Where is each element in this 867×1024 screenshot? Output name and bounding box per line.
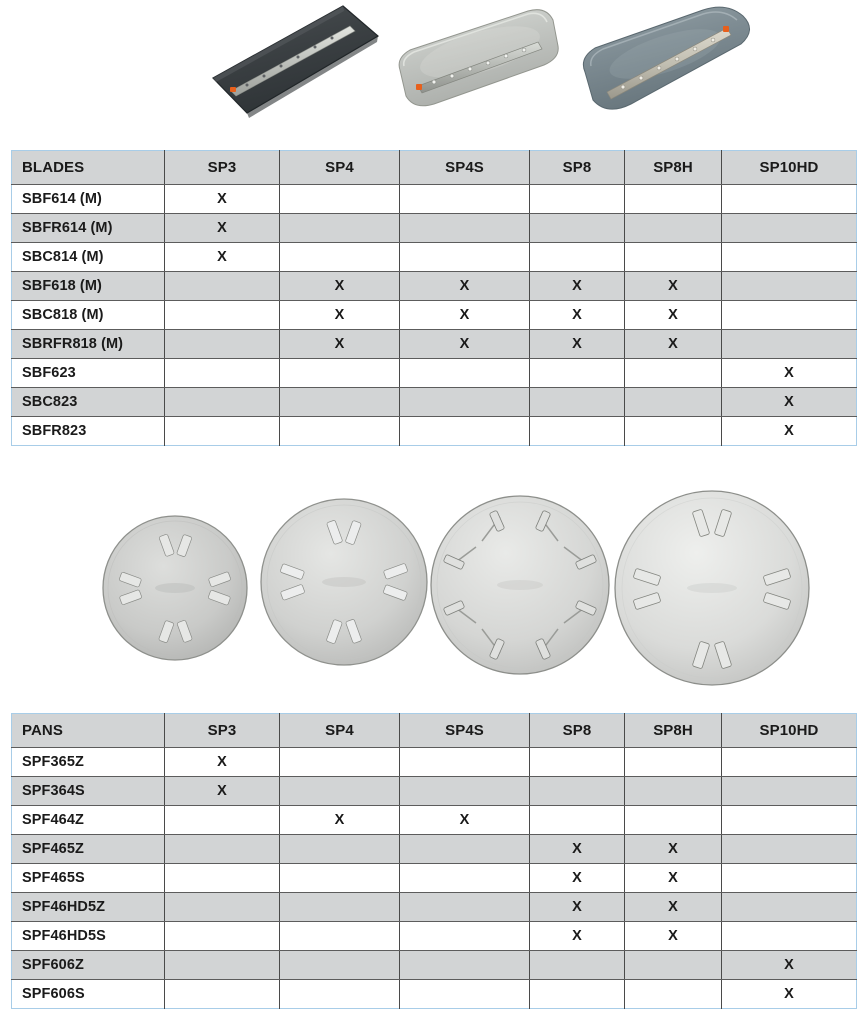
pans-corner-label: PANS — [12, 714, 165, 748]
pan-product-images — [0, 488, 867, 713]
blades-cell — [625, 185, 722, 214]
blades-row-label: SBFR614 (M) — [12, 214, 165, 243]
pans-cell: X — [722, 980, 857, 1009]
pans-cell — [400, 835, 530, 864]
pans-cell — [722, 748, 857, 777]
blades-cell: X — [722, 417, 857, 446]
blades-col-header-sp3: SP3 — [165, 151, 280, 185]
blades-cell — [165, 417, 280, 446]
table-row — [12, 893, 857, 922]
table-row — [12, 951, 857, 980]
blades-cell: X — [722, 388, 857, 417]
pans-row-label: SPF465S — [12, 864, 165, 893]
pans-row-label: SPF606Z — [12, 951, 165, 980]
pans-col-header-sp3: SP3 — [165, 714, 280, 748]
blades-cell — [625, 388, 722, 417]
blades-compatibility-table — [11, 150, 857, 446]
pans-cell — [165, 806, 280, 835]
pans-cell — [165, 922, 280, 951]
pans-cell — [400, 864, 530, 893]
orange-end-marker — [723, 26, 729, 32]
pans-cell — [530, 748, 625, 777]
section-spacer — [0, 446, 867, 488]
blades-cell: X — [530, 301, 625, 330]
blades-cell: X — [165, 185, 280, 214]
table-row — [12, 417, 857, 446]
blades-cell — [625, 359, 722, 388]
pans-cell: X — [625, 835, 722, 864]
orange-end-marker — [416, 84, 422, 90]
pan-image-60 — [612, 488, 812, 690]
orange-end-marker — [230, 87, 236, 92]
blades-cell — [165, 359, 280, 388]
blades-col-header-sp4: SP4 — [280, 151, 400, 185]
blades-cell — [530, 185, 625, 214]
pans-cell: X — [400, 806, 530, 835]
table-row — [12, 243, 857, 272]
blades-corner-label: BLADES — [12, 151, 165, 185]
pans-row-label: SPF464Z — [12, 806, 165, 835]
blades-table-body — [12, 151, 857, 446]
table-row — [12, 330, 857, 359]
table-row — [12, 864, 857, 893]
table-row — [12, 777, 857, 806]
pans-cell: X — [530, 922, 625, 951]
blade-image-blue-steel — [575, 0, 765, 140]
blades-cell — [400, 417, 530, 446]
blades-cell — [165, 330, 280, 359]
pans-cell — [625, 777, 722, 806]
pans-cell — [280, 893, 400, 922]
blades-col-header-sp4s: SP4S — [400, 151, 530, 185]
pans-cell: X — [625, 922, 722, 951]
blades-cell — [625, 243, 722, 272]
blades-cell — [530, 388, 625, 417]
blades-table-header-row — [12, 151, 857, 185]
blades-cell — [400, 214, 530, 243]
pans-cell — [400, 980, 530, 1009]
pans-cell — [722, 806, 857, 835]
table-row — [12, 185, 857, 214]
pans-row-label: SPF46HD5Z — [12, 893, 165, 922]
pan-image-46-heavy-duty — [428, 493, 612, 681]
pans-cell: X — [530, 835, 625, 864]
table-row — [12, 835, 857, 864]
blades-cell — [400, 388, 530, 417]
pans-cell — [625, 980, 722, 1009]
pans-cell — [165, 980, 280, 1009]
pans-cell — [625, 806, 722, 835]
pans-cell — [165, 864, 280, 893]
blades-cell — [625, 417, 722, 446]
blades-cell: X — [165, 243, 280, 272]
blades-cell — [280, 388, 400, 417]
pans-row-label: SPF46HD5S — [12, 922, 165, 951]
pans-col-header-sp8: SP8 — [530, 714, 625, 748]
pan-image-36 — [100, 513, 250, 665]
pans-cell — [722, 864, 857, 893]
pans-cell — [280, 922, 400, 951]
blades-cell — [722, 185, 857, 214]
blade-product-images — [0, 0, 867, 150]
blades-row-label: SBC818 (M) — [12, 301, 165, 330]
blades-col-header-sp8h: SP8H — [625, 151, 722, 185]
pans-cell — [722, 922, 857, 951]
table-row — [12, 272, 857, 301]
blades-cell — [165, 301, 280, 330]
blades-cell: X — [280, 330, 400, 359]
blades-cell: X — [530, 272, 625, 301]
blades-cell: X — [400, 330, 530, 359]
pans-row-label: SPF364S — [12, 777, 165, 806]
blades-cell: X — [530, 330, 625, 359]
pans-row-label: SPF465Z — [12, 835, 165, 864]
blades-cell — [722, 272, 857, 301]
blade-image-dark-steel — [195, 0, 395, 140]
blades-row-label: SBC814 (M) — [12, 243, 165, 272]
blades-cell — [722, 330, 857, 359]
pans-table-body — [12, 714, 857, 1009]
pans-cell: X — [625, 864, 722, 893]
blades-cell — [165, 388, 280, 417]
table-row — [12, 922, 857, 951]
blades-cell — [722, 243, 857, 272]
pans-cell — [400, 777, 530, 806]
blades-row-label: SBFR823 — [12, 417, 165, 446]
blades-cell: X — [165, 214, 280, 243]
table-row — [12, 359, 857, 388]
pans-cell — [530, 980, 625, 1009]
blades-cell — [400, 185, 530, 214]
table-row — [12, 388, 857, 417]
pans-cell — [722, 893, 857, 922]
pans-cell — [280, 864, 400, 893]
pans-cell: X — [530, 893, 625, 922]
pans-col-header-sp10hd: SP10HD — [722, 714, 857, 748]
blades-cell — [530, 214, 625, 243]
pans-cell — [165, 835, 280, 864]
blades-cell: X — [625, 301, 722, 330]
blades-cell: X — [280, 272, 400, 301]
pans-cell — [280, 777, 400, 806]
pans-cell: X — [530, 864, 625, 893]
pans-row-label: SPF606S — [12, 980, 165, 1009]
blades-cell — [530, 417, 625, 446]
blades-cell: X — [280, 301, 400, 330]
blades-col-header-sp10hd: SP10HD — [722, 151, 857, 185]
pans-cell — [400, 748, 530, 777]
pans-cell — [280, 835, 400, 864]
pans-cell: X — [280, 806, 400, 835]
blades-cell — [400, 243, 530, 272]
blades-col-header-sp8: SP8 — [530, 151, 625, 185]
pans-cell — [400, 922, 530, 951]
pans-cell — [400, 893, 530, 922]
pans-cell: X — [625, 893, 722, 922]
blades-row-label: SBF623 — [12, 359, 165, 388]
pans-cell — [280, 980, 400, 1009]
pans-cell — [280, 951, 400, 980]
pans-row-label: SPF365Z — [12, 748, 165, 777]
table-row — [12, 806, 857, 835]
table-row — [12, 301, 857, 330]
table-row — [12, 980, 857, 1009]
blades-cell — [530, 359, 625, 388]
blades-row-label: SBF618 (M) — [12, 272, 165, 301]
blades-cell — [722, 214, 857, 243]
pans-cell: X — [722, 951, 857, 980]
blades-cell — [165, 272, 280, 301]
blade-image-aluminum — [388, 0, 578, 140]
blades-cell — [280, 243, 400, 272]
pans-cell: X — [165, 777, 280, 806]
blades-cell — [280, 417, 400, 446]
pans-col-header-sp8h: SP8H — [625, 714, 722, 748]
pans-cell — [625, 748, 722, 777]
pans-cell — [722, 835, 857, 864]
blades-cell — [625, 214, 722, 243]
pans-cell — [625, 951, 722, 980]
blades-cell — [280, 359, 400, 388]
blades-row-label: SBF614 (M) — [12, 185, 165, 214]
pans-cell — [165, 893, 280, 922]
pans-cell — [530, 777, 625, 806]
pans-table-header-row — [12, 714, 857, 748]
blades-cell: X — [400, 301, 530, 330]
blades-cell: X — [625, 272, 722, 301]
pans-compatibility-table — [11, 713, 857, 1009]
blades-row-label: SBRFR818 (M) — [12, 330, 165, 359]
blades-cell — [722, 301, 857, 330]
pans-cell: X — [165, 748, 280, 777]
pans-col-header-sp4: SP4 — [280, 714, 400, 748]
pans-cell — [400, 951, 530, 980]
pans-cell — [530, 951, 625, 980]
pans-col-header-sp4s: SP4S — [400, 714, 530, 748]
blades-cell — [280, 185, 400, 214]
table-row — [12, 214, 857, 243]
pans-cell — [165, 951, 280, 980]
pans-cell — [280, 748, 400, 777]
blades-row-label: SBC823 — [12, 388, 165, 417]
table-row — [12, 748, 857, 777]
pan-image-46 — [258, 496, 430, 672]
blades-cell: X — [722, 359, 857, 388]
pans-cell — [530, 806, 625, 835]
blades-cell: X — [625, 330, 722, 359]
blades-cell: X — [400, 272, 530, 301]
blades-cell — [530, 243, 625, 272]
blades-cell — [280, 214, 400, 243]
pans-cell — [722, 777, 857, 806]
blades-cell — [400, 359, 530, 388]
